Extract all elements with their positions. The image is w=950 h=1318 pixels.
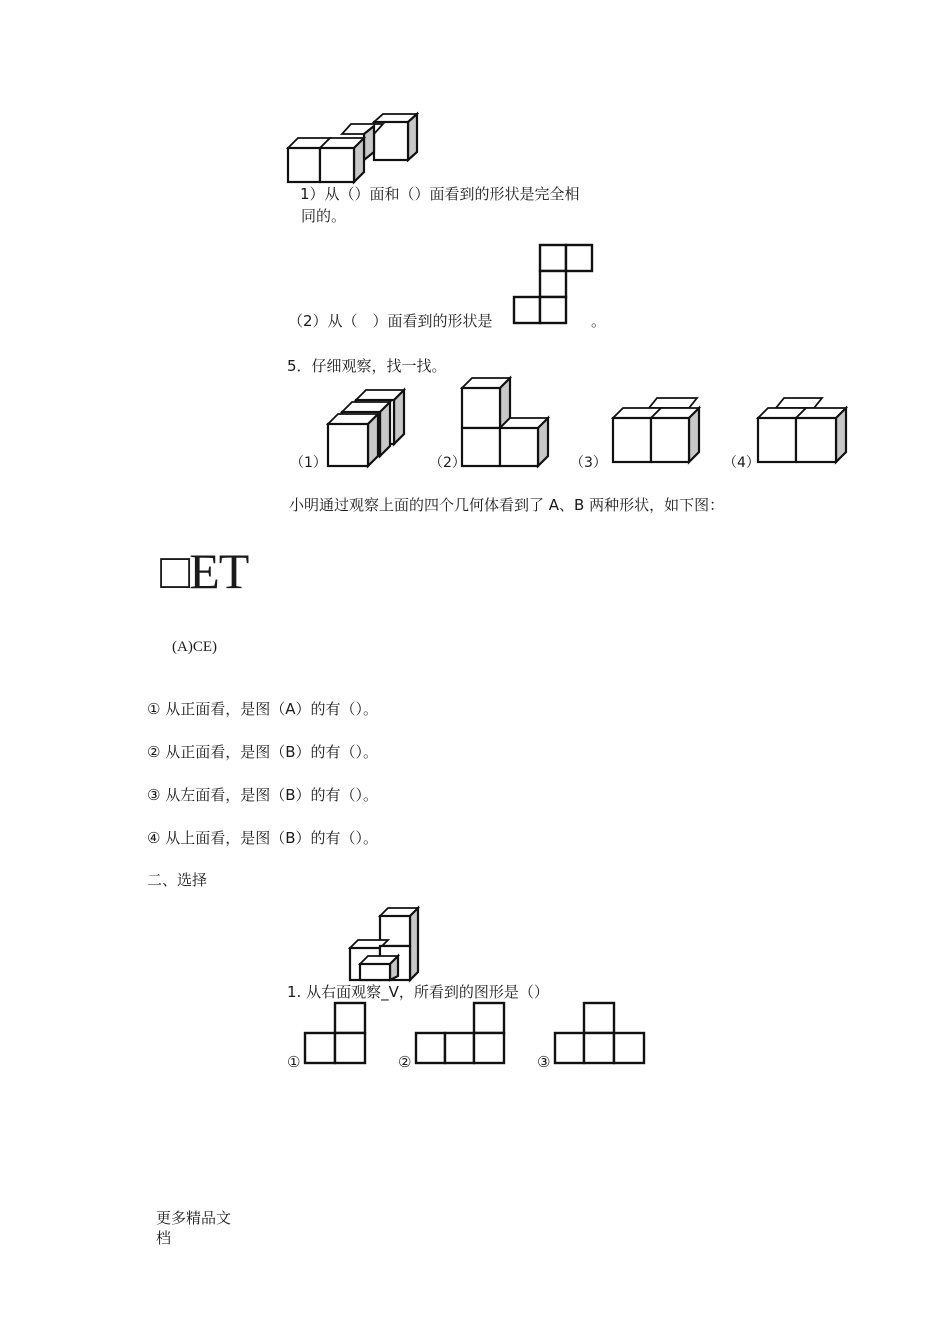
- option-2-view: [414, 1001, 510, 1067]
- sub-question-4: ④ 从上面看，是图（B）的有（）。: [147, 829, 379, 847]
- sub-question-3: ③ 从左面看，是图（B）的有（）。: [147, 786, 379, 804]
- s-shape-view-figure: [512, 243, 596, 327]
- q5-intro: 小明通过观察上面的四个几何体看到了 A、B 两种形状，如下图：: [289, 496, 725, 514]
- question-line-3: [288, 311, 493, 332]
- cube-figure-top: [286, 112, 421, 184]
- option-1-view: [303, 1001, 369, 1067]
- question-line-2: 同的。: [301, 207, 347, 225]
- q5-label-2: （2）: [429, 455, 466, 471]
- choice-question-1: 1. 从右面观察_V，所看到的图形是（）: [287, 983, 549, 1001]
- q5-label-4: （4）: [723, 455, 760, 471]
- option-marker-3: ③: [537, 1053, 551, 1071]
- stepped-cube-figure: [348, 906, 424, 984]
- q5-figure-1: [326, 384, 416, 468]
- option-marker-1: ①: [287, 1053, 301, 1071]
- option-3-view: [553, 1001, 649, 1067]
- q5-figure-2: [460, 376, 554, 470]
- shape-caption: (A)CE): [172, 639, 217, 655]
- question-line-3-suffix: 。: [591, 312, 607, 330]
- question-line-1: 1）从（）面和（）面看到的形状是完全相: [300, 185, 580, 203]
- footer-line-2: 档: [156, 1229, 172, 1247]
- footer-line-1: 更多精品文: [156, 1209, 232, 1227]
- sub-question-1: ① 从正面看，是图（A）的有（）。: [147, 700, 378, 718]
- option-marker-2: ②: [398, 1053, 412, 1071]
- shape-garbled-text: □ET: [160, 543, 249, 599]
- section-heading-choice: 二、选择: [147, 871, 208, 889]
- question-line-3-prefix: （2）从（ ）面看到的形状是: [288, 312, 493, 330]
- sub-question-2: ② 从正面看，是图（B）的有（）。: [147, 743, 379, 761]
- q5-figure-3: [611, 396, 709, 468]
- q5-label-1: （1）: [290, 455, 327, 471]
- q5-figure-4: [756, 396, 854, 468]
- q5-title: 5．仔细观察，找一找。: [287, 357, 447, 375]
- q5-label-3: （3）: [570, 455, 607, 471]
